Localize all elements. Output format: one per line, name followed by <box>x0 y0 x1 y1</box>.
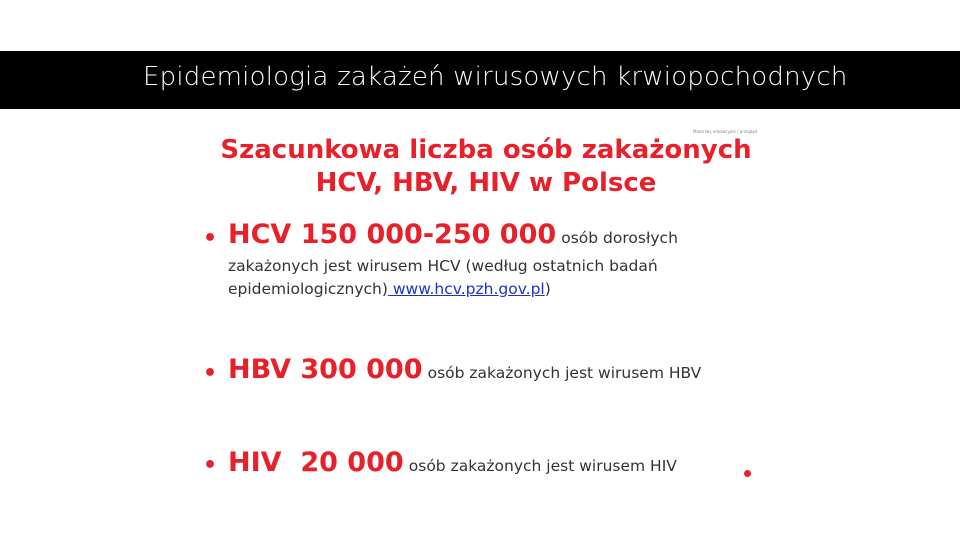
slide-heading-line-2: HCV, HBV, HIV w Polsce <box>315 168 657 198</box>
bullet-icon: • <box>203 361 218 386</box>
hiv-caption: osób zakażonych jest wirusem HIV <box>408 457 677 475</box>
hcv-description-close: ) <box>544 280 551 298</box>
hbv-caption: osób zakażonych jest wirusem HBV <box>427 364 702 382</box>
slide-heading-line-1: Szacunkowa liczba osób zakażonych <box>220 135 752 165</box>
list-item-hcv <box>228 219 678 250</box>
slide-source-note: Materiały edukacyjne / przegląd <box>693 129 758 134</box>
list-item-hiv <box>228 447 677 478</box>
bullet-icon: • <box>203 226 218 251</box>
hcv-description-text: epidemiologicznych) <box>228 280 388 298</box>
page-title: Epidemiologia zakażeń wirusowych krwiopochodnych <box>143 62 848 92</box>
hcv-source-link[interactable]: www.hcv.pzh.gov.pl <box>387 280 545 298</box>
hcv-description-line-3 <box>228 278 551 301</box>
decorative-dot <box>744 470 751 477</box>
hbv-count: HBV 300 000 <box>228 354 423 385</box>
hcv-description-line-2: zakażonych jest wirusem HCV (według ostatnich badań <box>228 257 658 275</box>
hcv-count: HCV 150 000-250 000 <box>228 219 557 250</box>
hcv-caption: osób dorosłych <box>561 229 678 247</box>
bullet-icon: • <box>203 453 218 478</box>
slide-heading <box>200 134 772 200</box>
hiv-count: HIV 20 000 <box>228 447 404 478</box>
list-item-hbv <box>228 354 701 385</box>
